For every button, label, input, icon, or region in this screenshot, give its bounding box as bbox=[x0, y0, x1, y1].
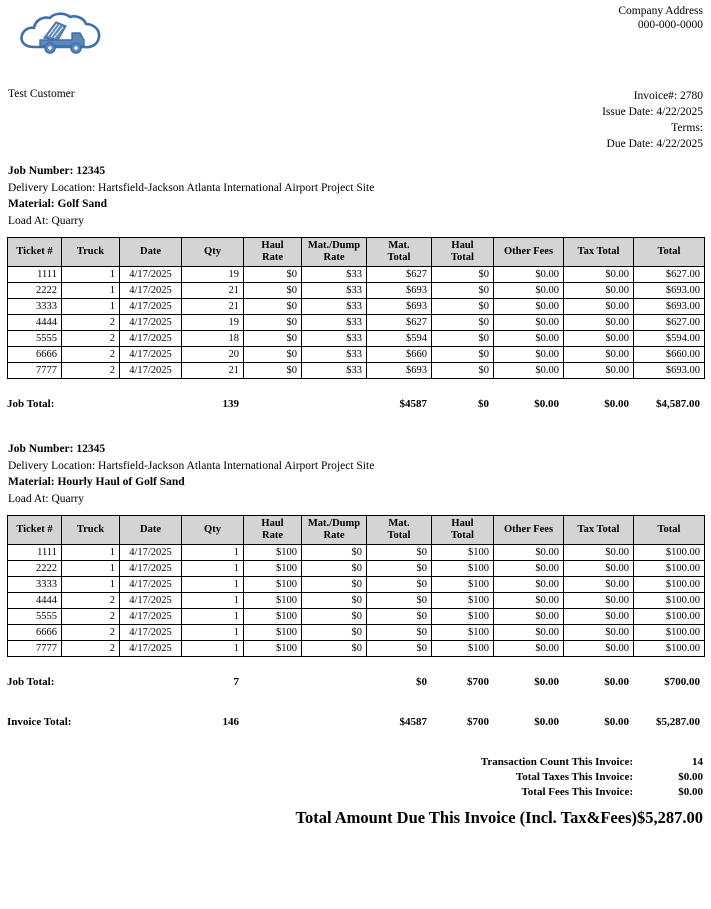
cell-total: $693.00 bbox=[634, 299, 705, 315]
job-total-tax-total: $0.00 bbox=[604, 676, 630, 688]
header-other-fees: Other Fees bbox=[494, 238, 564, 267]
cell-mat-dump-rate: $33 bbox=[302, 315, 367, 331]
table-row bbox=[8, 641, 705, 657]
cell-mat-total: $627 bbox=[367, 267, 432, 283]
cell-haul-total: $100 bbox=[432, 609, 494, 625]
cell-other-fees: $0.00 bbox=[494, 267, 564, 283]
header-mat-total-line1: Mat. bbox=[388, 518, 410, 529]
cell-mat-dump-rate: $0 bbox=[302, 625, 367, 641]
table-row bbox=[8, 577, 705, 593]
cell-haul-rate: $100 bbox=[244, 593, 302, 609]
cell-date: 4/17/2025 bbox=[120, 347, 182, 363]
cell-date: 4/17/2025 bbox=[120, 625, 182, 641]
cell-ticket: 4444 bbox=[8, 315, 62, 331]
job-total-qty: 7 bbox=[233, 676, 240, 688]
cell-haul-rate: $0 bbox=[244, 347, 302, 363]
header-haul-rate-line1: Haul bbox=[261, 518, 284, 529]
cell-tax-total: $0.00 bbox=[564, 299, 634, 315]
header-mat-dump-rate bbox=[302, 516, 367, 545]
header-haul-rate-line2: Rate bbox=[262, 252, 283, 263]
job-total-tax-total: $0.00 bbox=[604, 398, 630, 410]
header-haul-total-line2: Total bbox=[451, 530, 474, 541]
cell-ticket: 5555 bbox=[8, 609, 62, 625]
invoice-number: Invoice#: 2780 bbox=[633, 90, 703, 102]
header-mat-total-line2: Total bbox=[387, 530, 411, 541]
cell-tax-total: $0.00 bbox=[564, 363, 634, 379]
transaction-count-value: 14 bbox=[692, 756, 703, 768]
cell-tax-total: $0.00 bbox=[564, 577, 634, 593]
transaction-count-row bbox=[0, 755, 703, 770]
table-row bbox=[8, 315, 705, 331]
total-taxes-row bbox=[0, 770, 703, 785]
cell-total: $693.00 bbox=[634, 283, 705, 299]
terms: Terms: bbox=[671, 122, 703, 134]
load-at: Load At: Quarry bbox=[8, 214, 85, 227]
header-other-fees: Other Fees bbox=[494, 516, 564, 545]
cell-date: 4/17/2025 bbox=[120, 561, 182, 577]
cell-truck: 1 bbox=[62, 283, 120, 299]
company-contact-block bbox=[618, 4, 703, 32]
cell-ticket: 6666 bbox=[8, 347, 62, 363]
job-total-label: Job Total: bbox=[7, 676, 55, 688]
cell-total: $100.00 bbox=[634, 625, 705, 641]
header-mat-total bbox=[367, 516, 432, 545]
cell-qty: 21 bbox=[182, 363, 244, 379]
delivery-location: Delivery Location: Hartsfield-Jackson Atlanta International Airport Project Site bbox=[8, 459, 375, 472]
cell-mat-dump-rate: $33 bbox=[302, 267, 367, 283]
cell-tax-total: $0.00 bbox=[564, 593, 634, 609]
header-haul-rate-line1: Haul bbox=[261, 240, 284, 251]
table-row bbox=[8, 299, 705, 315]
total-fees-value: $0.00 bbox=[678, 786, 703, 798]
cell-truck: 2 bbox=[62, 347, 120, 363]
cell-haul-rate: $100 bbox=[244, 545, 302, 561]
header-date: Date bbox=[120, 516, 182, 545]
cell-mat-total: $594 bbox=[367, 331, 432, 347]
grand-total-label: Total Amount Due This Invoice (Incl. Tax&Fees) bbox=[295, 808, 637, 827]
cell-total: $100.00 bbox=[634, 545, 705, 561]
cell-ticket: 2222 bbox=[8, 561, 62, 577]
delivery-location: Delivery Location: Hartsfield-Jackson Atlanta International Airport Project Site bbox=[8, 181, 375, 194]
cell-mat-total: $0 bbox=[367, 577, 432, 593]
invoice-total-haul-total: $700 bbox=[467, 716, 489, 728]
cell-total: $100.00 bbox=[634, 577, 705, 593]
issue-date: Issue Date: 4/22/2025 bbox=[602, 106, 703, 118]
header-date: Date bbox=[120, 238, 182, 267]
invoice-total-other-fees: $0.00 bbox=[534, 716, 559, 728]
cell-haul-total: $0 bbox=[432, 363, 494, 379]
cell-date: 4/17/2025 bbox=[120, 363, 182, 379]
cell-other-fees: $0.00 bbox=[494, 331, 564, 347]
invoice-total-qty: 146 bbox=[222, 716, 239, 728]
invoice-meta-row bbox=[0, 88, 711, 163]
cell-truck: 1 bbox=[62, 545, 120, 561]
header-haul-rate bbox=[244, 238, 302, 267]
cell-total: $627.00 bbox=[634, 315, 705, 331]
cell-qty: 18 bbox=[182, 331, 244, 347]
cell-qty: 21 bbox=[182, 283, 244, 299]
header-haul-total-line1: Haul bbox=[451, 518, 474, 529]
header-mat-dump-rate bbox=[302, 238, 367, 267]
document-header bbox=[0, 0, 711, 80]
cell-qty: 19 bbox=[182, 267, 244, 283]
header-haul-rate-line2: Rate bbox=[262, 530, 283, 541]
cell-haul-total: $0 bbox=[432, 331, 494, 347]
cell-haul-total: $0 bbox=[432, 283, 494, 299]
cell-date: 4/17/2025 bbox=[120, 315, 182, 331]
cell-haul-total: $0 bbox=[432, 299, 494, 315]
invoice-total-tax-total: $0.00 bbox=[604, 716, 629, 728]
cell-tax-total: $0.00 bbox=[564, 283, 634, 299]
cell-ticket: 3333 bbox=[8, 577, 62, 593]
header-mat-total-line1: Mat. bbox=[388, 240, 410, 251]
job-info bbox=[0, 441, 711, 507]
cell-tax-total: $0.00 bbox=[564, 315, 634, 331]
table-header-row bbox=[8, 238, 705, 267]
cell-haul-total: $100 bbox=[432, 641, 494, 657]
cell-date: 4/17/2025 bbox=[120, 545, 182, 561]
header-haul-total-line2: Total bbox=[451, 252, 474, 263]
header-truck: Truck bbox=[62, 238, 120, 267]
cell-ticket: 7777 bbox=[8, 363, 62, 379]
cell-haul-rate: $100 bbox=[244, 609, 302, 625]
job-total-mat-total: $0 bbox=[416, 676, 428, 688]
cell-ticket: 2222 bbox=[8, 283, 62, 299]
header-mat-rate-line1: Mat./Dump bbox=[307, 518, 361, 529]
cell-other-fees: $0.00 bbox=[494, 625, 564, 641]
job-total-qty: 139 bbox=[222, 398, 240, 410]
cell-haul-rate: $0 bbox=[244, 267, 302, 283]
cell-ticket: 5555 bbox=[8, 331, 62, 347]
job-total-total: $4,587.00 bbox=[656, 398, 701, 410]
cell-truck: 1 bbox=[62, 299, 120, 315]
cell-mat-dump-rate: $33 bbox=[302, 363, 367, 379]
header-haul-total-line1: Haul bbox=[451, 240, 474, 251]
job-total-total: $700.00 bbox=[664, 676, 701, 688]
invoice-total-total: $5,287.00 bbox=[656, 716, 700, 728]
customer-name: Test Customer bbox=[8, 88, 75, 100]
table-row bbox=[8, 331, 705, 347]
cell-total: $627.00 bbox=[634, 267, 705, 283]
cell-mat-dump-rate: $33 bbox=[302, 331, 367, 347]
cell-mat-total: $0 bbox=[367, 609, 432, 625]
cell-ticket: 1111 bbox=[8, 545, 62, 561]
cell-date: 4/17/2025 bbox=[120, 593, 182, 609]
cell-mat-total: $693 bbox=[367, 363, 432, 379]
job-number: Job Number: 12345 bbox=[8, 443, 106, 455]
cell-qty: 19 bbox=[182, 315, 244, 331]
cell-truck: 2 bbox=[62, 641, 120, 657]
cell-truck: 2 bbox=[62, 331, 120, 347]
cell-date: 4/17/2025 bbox=[120, 609, 182, 625]
ticket-table bbox=[7, 237, 705, 379]
header-truck: Truck bbox=[62, 516, 120, 545]
cell-total: $693.00 bbox=[634, 363, 705, 379]
cell-mat-total: $693 bbox=[367, 299, 432, 315]
cell-other-fees: $0.00 bbox=[494, 347, 564, 363]
header-mat-rate-line2: Rate bbox=[323, 252, 345, 263]
header-haul-rate bbox=[244, 516, 302, 545]
cell-qty: 1 bbox=[182, 577, 244, 593]
invoice-total-label: Invoice Total: bbox=[7, 716, 72, 728]
cell-truck: 2 bbox=[62, 609, 120, 625]
cell-mat-dump-rate: $0 bbox=[302, 593, 367, 609]
cell-qty: 1 bbox=[182, 641, 244, 657]
cell-haul-rate: $100 bbox=[244, 625, 302, 641]
table-row bbox=[8, 625, 705, 641]
cell-ticket: 4444 bbox=[8, 593, 62, 609]
cell-mat-dump-rate: $33 bbox=[302, 299, 367, 315]
cell-date: 4/17/2025 bbox=[120, 331, 182, 347]
cell-mat-total: $0 bbox=[367, 545, 432, 561]
cell-haul-rate: $0 bbox=[244, 299, 302, 315]
company-logo bbox=[8, 8, 116, 66]
cell-other-fees: $0.00 bbox=[494, 641, 564, 657]
header-mat-total-line2: Total bbox=[387, 252, 411, 263]
total-taxes-label: Total Taxes This Invoice: bbox=[515, 771, 633, 783]
job-number: Job Number: 12345 bbox=[8, 165, 106, 177]
cell-haul-total: $100 bbox=[432, 577, 494, 593]
cell-mat-total: $693 bbox=[367, 283, 432, 299]
cell-mat-dump-rate: $0 bbox=[302, 609, 367, 625]
cell-haul-total: $100 bbox=[432, 625, 494, 641]
invoice-meta-block bbox=[602, 88, 703, 152]
load-at: Load At: Quarry bbox=[8, 492, 85, 505]
cell-other-fees: $0.00 bbox=[494, 609, 564, 625]
job-total-other-fees: $0.00 bbox=[534, 398, 560, 410]
cell-mat-dump-rate: $33 bbox=[302, 347, 367, 363]
job-total-other-fees: $0.00 bbox=[534, 676, 560, 688]
job-total-haul-total: $0 bbox=[478, 398, 490, 410]
cell-qty: 1 bbox=[182, 545, 244, 561]
cell-mat-total: $660 bbox=[367, 347, 432, 363]
cell-date: 4/17/2025 bbox=[120, 641, 182, 657]
ticket-table bbox=[7, 515, 705, 657]
job-total-label: Job Total: bbox=[7, 398, 55, 410]
cell-tax-total: $0.00 bbox=[564, 561, 634, 577]
header-haul-total bbox=[432, 516, 494, 545]
cell-truck: 2 bbox=[62, 363, 120, 379]
header-total: Total bbox=[634, 238, 705, 267]
header-ticket: Ticket # bbox=[8, 516, 62, 545]
cell-other-fees: $0.00 bbox=[494, 545, 564, 561]
cell-other-fees: $0.00 bbox=[494, 577, 564, 593]
cell-other-fees: $0.00 bbox=[494, 315, 564, 331]
cell-tax-total: $0.00 bbox=[564, 641, 634, 657]
header-ticket: Ticket # bbox=[8, 238, 62, 267]
cell-total: $100.00 bbox=[634, 641, 705, 657]
cell-truck: 1 bbox=[62, 561, 120, 577]
due-date: Due Date: 4/22/2025 bbox=[606, 138, 703, 150]
cell-ticket: 3333 bbox=[8, 299, 62, 315]
cell-haul-rate: $0 bbox=[244, 331, 302, 347]
table-row bbox=[8, 609, 705, 625]
cell-truck: 2 bbox=[62, 315, 120, 331]
cell-mat-total: $0 bbox=[367, 625, 432, 641]
job-total-row bbox=[7, 675, 704, 689]
cell-haul-rate: $100 bbox=[244, 641, 302, 657]
cell-total: $660.00 bbox=[634, 347, 705, 363]
table-row bbox=[8, 593, 705, 609]
cell-haul-total: $100 bbox=[432, 593, 494, 609]
cell-other-fees: $0.00 bbox=[494, 363, 564, 379]
table-header-row bbox=[8, 516, 705, 545]
header-qty: Qty bbox=[182, 238, 244, 267]
cell-truck: 2 bbox=[62, 593, 120, 609]
cell-qty: 1 bbox=[182, 625, 244, 641]
company-address: Company Address bbox=[618, 5, 703, 17]
cell-date: 4/17/2025 bbox=[120, 283, 182, 299]
material: Material: Golf Sand bbox=[8, 198, 108, 210]
header-tax-total: Tax Total bbox=[564, 238, 634, 267]
cell-tax-total: $0.00 bbox=[564, 545, 634, 561]
cell-qty: 1 bbox=[182, 593, 244, 609]
material: Material: Hourly Haul of Golf Sand bbox=[8, 476, 185, 488]
cell-mat-dump-rate: $0 bbox=[302, 577, 367, 593]
cell-mat-total: $0 bbox=[367, 641, 432, 657]
cell-mat-total: $627 bbox=[367, 315, 432, 331]
job-info bbox=[0, 163, 711, 229]
cell-truck: 1 bbox=[62, 577, 120, 593]
cell-mat-dump-rate: $33 bbox=[302, 283, 367, 299]
grand-total-value: $5,287.00 bbox=[637, 808, 703, 827]
cell-haul-total: $0 bbox=[432, 315, 494, 331]
grand-total-row bbox=[0, 808, 711, 828]
cell-other-fees: $0.00 bbox=[494, 593, 564, 609]
job-total-row bbox=[7, 397, 704, 411]
transaction-count-label: Transaction Count This Invoice: bbox=[480, 756, 633, 768]
cell-qty: 21 bbox=[182, 299, 244, 315]
job-block bbox=[0, 163, 711, 411]
cell-other-fees: $0.00 bbox=[494, 561, 564, 577]
job-total-haul-total: $700 bbox=[467, 676, 490, 688]
table-row bbox=[8, 363, 705, 379]
header-qty: Qty bbox=[182, 516, 244, 545]
job-total-mat-total: $4587 bbox=[399, 398, 428, 410]
header-total: Total bbox=[634, 516, 705, 545]
company-phone: 000-000-0000 bbox=[637, 19, 703, 31]
cell-other-fees: $0.00 bbox=[494, 283, 564, 299]
total-fees-row bbox=[0, 785, 703, 800]
cell-total: $100.00 bbox=[634, 561, 705, 577]
cell-haul-rate: $0 bbox=[244, 283, 302, 299]
job-block bbox=[0, 441, 711, 689]
table-row bbox=[8, 267, 705, 283]
cell-haul-rate: $0 bbox=[244, 363, 302, 379]
table-row bbox=[8, 561, 705, 577]
table-row bbox=[8, 283, 705, 299]
cell-haul-rate: $100 bbox=[244, 577, 302, 593]
cell-qty: 1 bbox=[182, 561, 244, 577]
cell-haul-total: $100 bbox=[432, 561, 494, 577]
header-haul-total bbox=[432, 238, 494, 267]
cell-mat-total: $0 bbox=[367, 593, 432, 609]
cell-total: $100.00 bbox=[634, 593, 705, 609]
cell-mat-dump-rate: $0 bbox=[302, 545, 367, 561]
cell-tax-total: $0.00 bbox=[564, 331, 634, 347]
cell-date: 4/17/2025 bbox=[120, 577, 182, 593]
ticket-table-body bbox=[8, 545, 705, 657]
header-mat-rate-line2: Rate bbox=[323, 530, 345, 541]
cell-other-fees: $0.00 bbox=[494, 299, 564, 315]
cell-haul-rate: $0 bbox=[244, 315, 302, 331]
cell-qty: 20 bbox=[182, 347, 244, 363]
cell-date: 4/17/2025 bbox=[120, 299, 182, 315]
invoice-total-mat-total: $4587 bbox=[399, 716, 427, 728]
invoice-total-row bbox=[7, 715, 704, 729]
cell-total: $594.00 bbox=[634, 331, 705, 347]
cell-tax-total: $0.00 bbox=[564, 267, 634, 283]
cell-ticket: 1111 bbox=[8, 267, 62, 283]
cell-mat-dump-rate: $0 bbox=[302, 561, 367, 577]
header-mat-rate-line1: Mat./Dump bbox=[307, 240, 361, 251]
header-tax-total: Tax Total bbox=[564, 516, 634, 545]
dump-truck-cloud-logo-icon bbox=[14, 11, 110, 63]
cell-tax-total: $0.00 bbox=[564, 347, 634, 363]
cell-truck: 1 bbox=[62, 267, 120, 283]
cell-date: 4/17/2025 bbox=[120, 267, 182, 283]
invoice-summary bbox=[0, 755, 711, 800]
total-fees-label: Total Fees This Invoice: bbox=[521, 786, 633, 798]
table-row bbox=[8, 545, 705, 561]
cell-total: $100.00 bbox=[634, 609, 705, 625]
cell-mat-dump-rate: $0 bbox=[302, 641, 367, 657]
cell-qty: 1 bbox=[182, 609, 244, 625]
cell-tax-total: $0.00 bbox=[564, 625, 634, 641]
cell-ticket: 6666 bbox=[8, 625, 62, 641]
total-taxes-value: $0.00 bbox=[678, 771, 703, 783]
cell-haul-rate: $100 bbox=[244, 561, 302, 577]
cell-tax-total: $0.00 bbox=[564, 609, 634, 625]
cell-haul-total: $100 bbox=[432, 545, 494, 561]
cell-mat-total: $0 bbox=[367, 561, 432, 577]
table-row bbox=[8, 347, 705, 363]
cell-truck: 2 bbox=[62, 625, 120, 641]
cell-ticket: 7777 bbox=[8, 641, 62, 657]
cell-haul-total: $0 bbox=[432, 267, 494, 283]
cell-haul-total: $0 bbox=[432, 347, 494, 363]
header-mat-total bbox=[367, 238, 432, 267]
ticket-table-body bbox=[8, 267, 705, 379]
